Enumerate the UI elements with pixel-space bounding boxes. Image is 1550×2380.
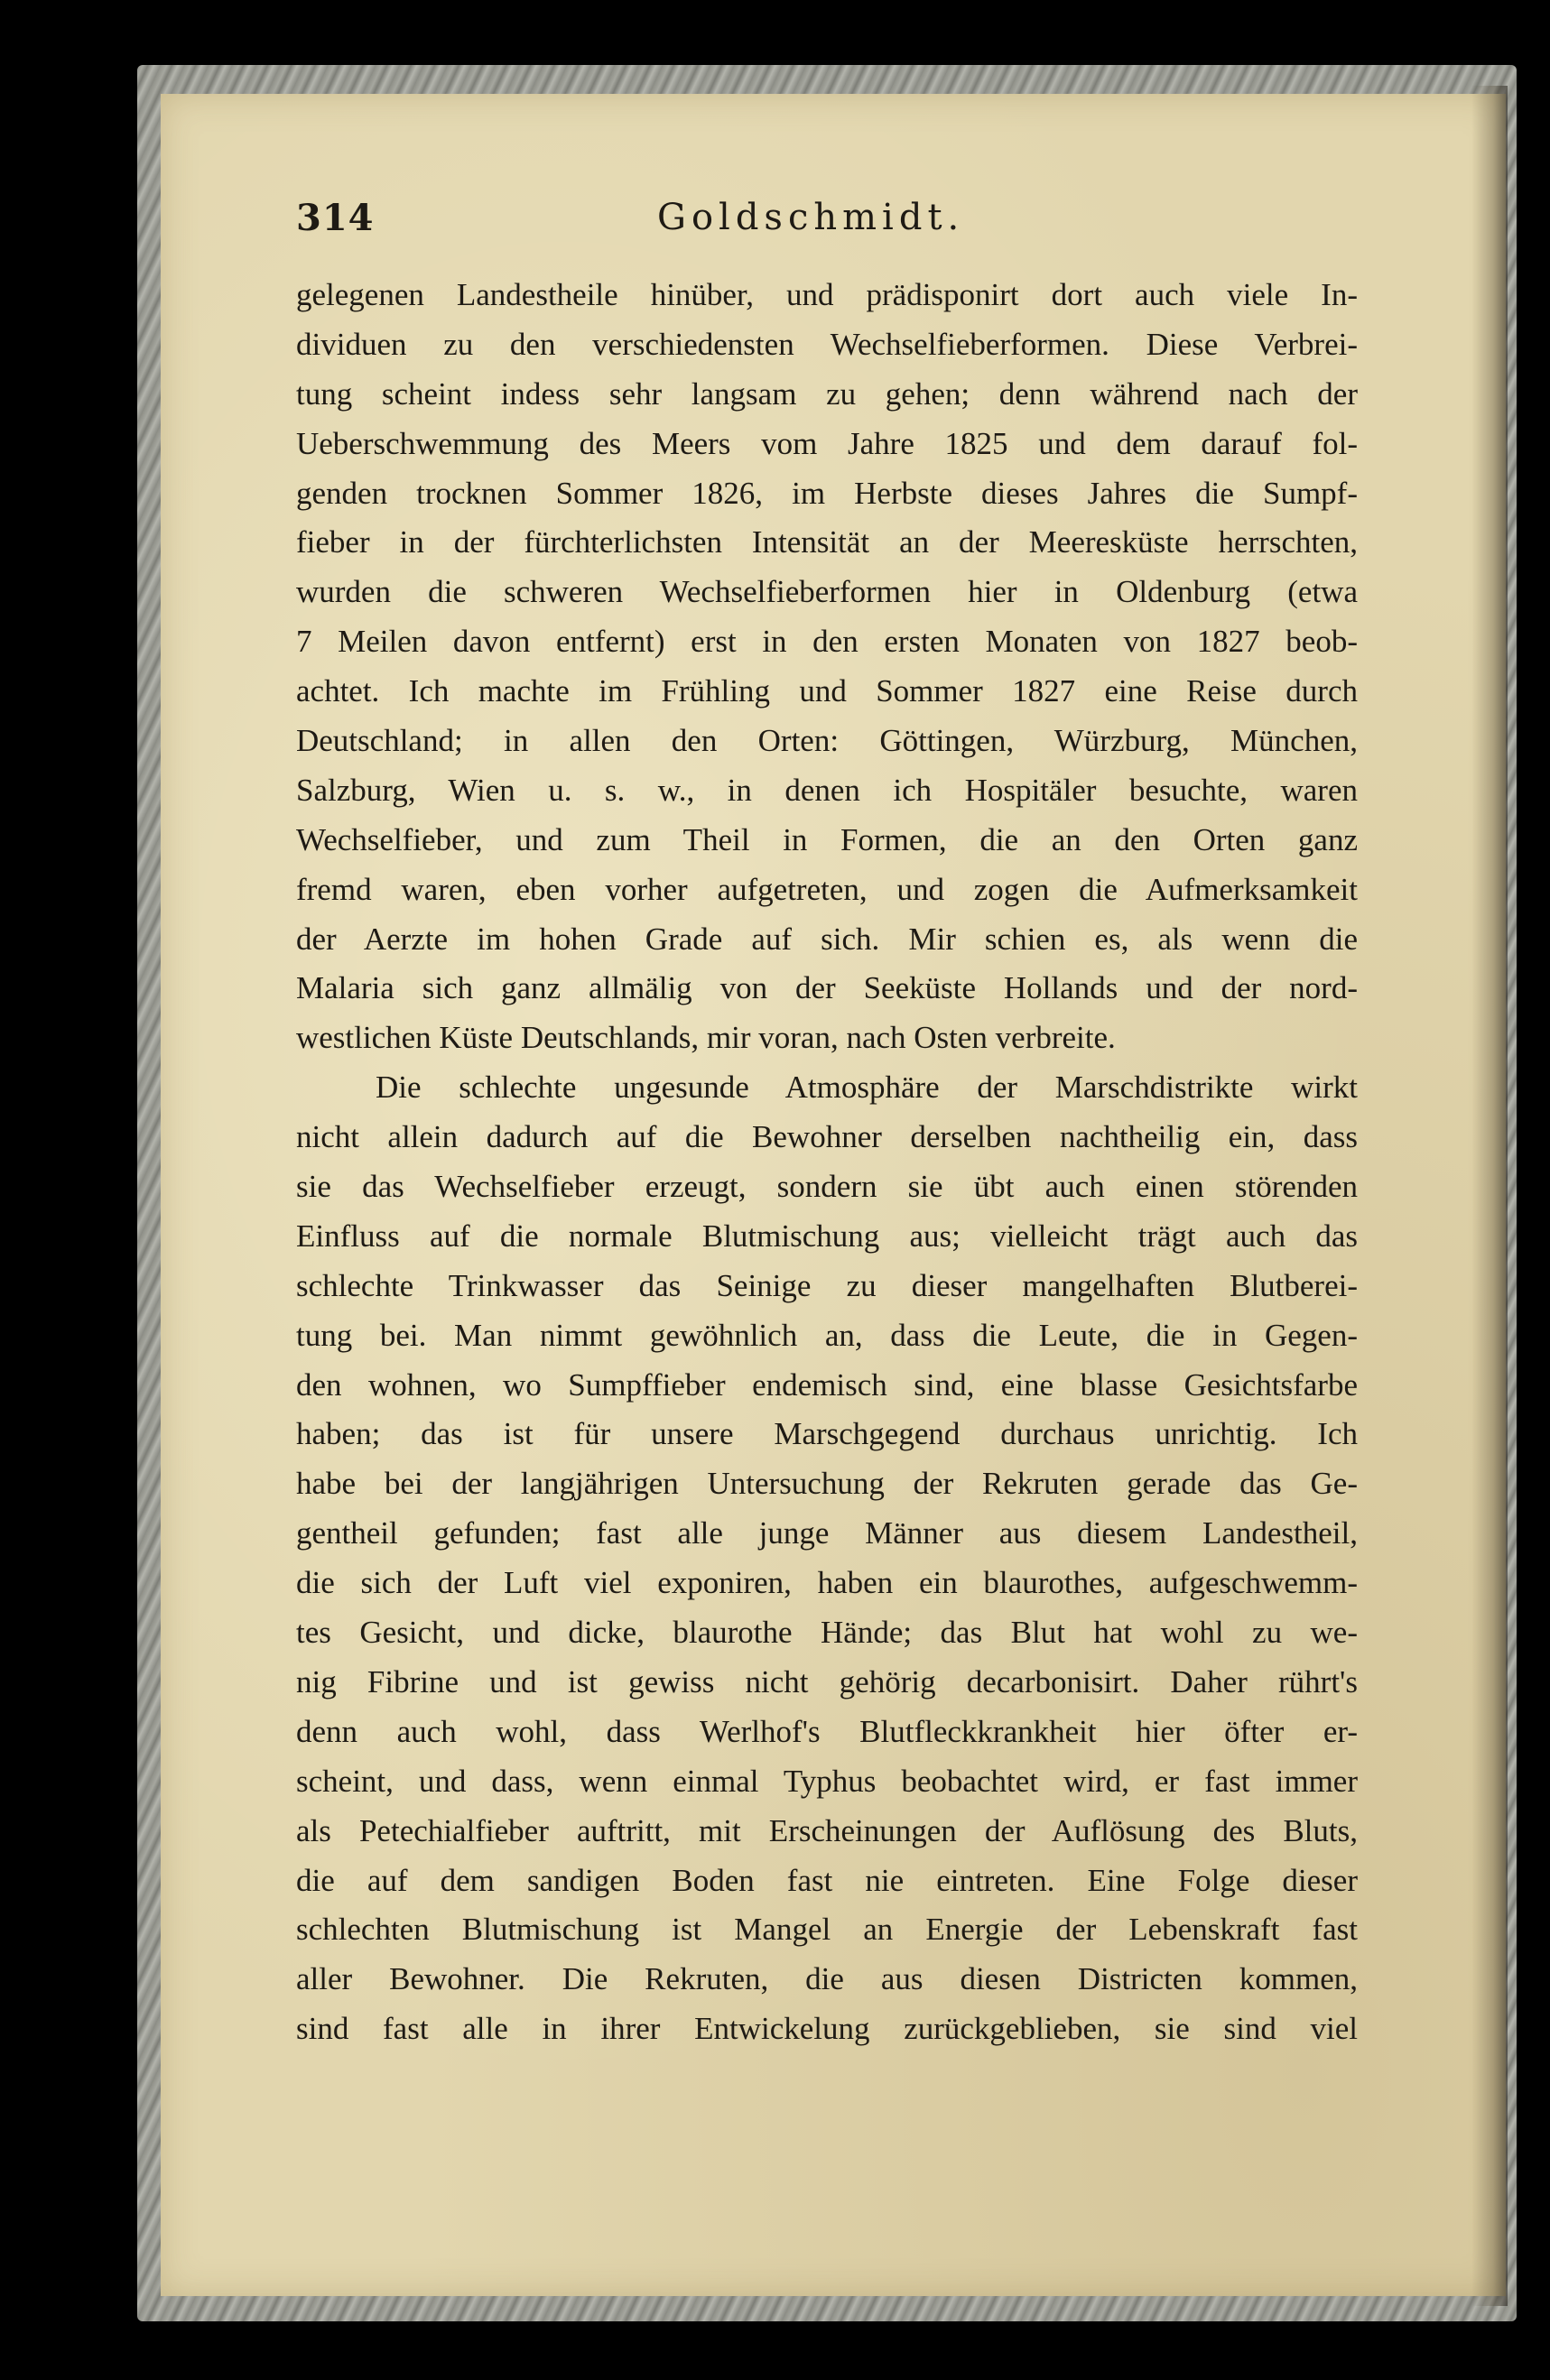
text-line: tung scheint indess sehr langsam zu gehen; denn während nach der — [296, 375, 1358, 412]
text-line: sie das Wechselfieber erzeugt, sondern sie übt auch einen störenden — [296, 1169, 1358, 1205]
text-line: denn auch wohl, dass Werlhof's Blutfleckkrankheit hier öfter er- — [296, 1713, 1358, 1749]
text-line: dividuen zu den verschiedensten Wechselfieberformen. Diese Verbrei- — [296, 326, 1358, 362]
text-line: Ueberschwemmung des Meers vom Jahre 1825 und dem darauf fol- — [296, 425, 1358, 461]
text-line: die auf dem sandigen Boden fast nie eintreten. Eine Folge dieser — [296, 1862, 1358, 1898]
text-line: nicht allein dadurch auf die Bewohner derselben nachtheilig ein, dass — [296, 1119, 1358, 1155]
text-line: gelegenen Landestheile hinüber, und prädisponirt dort auch viele In- — [296, 277, 1358, 312]
text-line: Malaria sich ganz allmälig von der Seeküste Hollands und der nord- — [296, 970, 1358, 1006]
text-line: schlechte Trinkwasser das Seinige zu dieser mangelhaften Blutberei- — [296, 1267, 1358, 1303]
text-line: tes Gesicht, und dicke, blaurothe Hände; das Blut hat wohl zu we- — [296, 1615, 1358, 1651]
text-line: als Petechialfieber auftritt, mit Erscheinungen der Auflösung des Bluts, — [296, 1812, 1358, 1848]
paragraph — [296, 1063, 1358, 2054]
text-line: scheint, und dass, wenn einmal Typhus beobachtet wird, er fast immer — [296, 1763, 1358, 1799]
text-line: der Aerzte im hohen Grade auf sich. Mir schien es, als wenn die — [296, 921, 1358, 957]
text-line: haben; das ist für unsere Marschgegend durchaus unrichtig. Ich — [296, 1416, 1358, 1452]
text-line: fremd waren, eben vorher aufgetreten, und zogen die Aufmerksamkeit — [296, 871, 1358, 907]
paragraph — [296, 271, 1358, 1063]
text-line: Salzburg, Wien u. s. w., in denen ich Hospitäler besuchte, waren — [296, 772, 1358, 808]
text-line: achtet. Ich machte im Frühling und Sommer 1827 eine Reise durch — [296, 673, 1358, 709]
text-line: westlichen Küste Deutschlands, mir voran, nach Osten verbreite. — [296, 1020, 1116, 1056]
text-line: die sich der Luft viel exponiren, haben ein blaurothes, aufgeschwemm- — [296, 1565, 1358, 1601]
text-line: schlechten Blutmischung ist Mangel an Energie der Lebenskraft fast — [296, 1912, 1358, 1948]
text-line: den wohnen, wo Sumpffieber endemisch sind, eine blasse Gesichtsfarbe — [296, 1366, 1358, 1403]
text-line: Die schlechte ungesunde Atmosphäre der Marschdistrikte wirkt — [376, 1070, 1358, 1106]
text-line: tung bei. Man nimmt gewöhnlich an, dass die Leute, die in Gegen- — [296, 1317, 1358, 1353]
text-line: Wechselfieber, und zum Theil in Formen, die an den Orten ganz — [296, 821, 1358, 857]
text-line: habe bei der langjährigen Untersuchung der Rekruten gerade das Ge- — [296, 1466, 1358, 1502]
page-number: 314 — [296, 197, 375, 239]
running-head: Goldschmidt. — [657, 197, 965, 238]
text-line: genden trocknen Sommer 1826, im Herbste dieses Jahres die Sumpf- — [296, 475, 1358, 511]
text-line: fieber in der fürchterlichsten Intensität an der Meeresküste herrschten, — [296, 524, 1358, 560]
text-line: aller Bewohner. Die Rekruten, die aus diesen Districten kommen, — [296, 1961, 1358, 1997]
text-line: wurden die schweren Wechselfieberformen hier in Oldenburg (etwa — [296, 574, 1358, 610]
body-text — [296, 271, 1358, 2054]
text-line: gentheil gefunden; fast alle junge Männer aus diesem Landestheil, — [296, 1515, 1358, 1551]
page-gutter-shadow — [1471, 86, 1508, 2306]
text-line: sind fast alle in ihrer Entwickelung zurückgeblieben, sie sind viel — [296, 2011, 1358, 2047]
text-line: 7 Meilen davon entfernt) erst in den ersten Monaten von 1827 beob- — [296, 624, 1358, 660]
text-line: Deutschland; in allen den Orten: Göttingen, Würzburg, München, — [296, 723, 1358, 759]
page-header — [296, 197, 1361, 251]
text-line: nig Fibrine und ist gewiss nicht gehörig decarbonisirt. Daher rührt's — [296, 1663, 1358, 1699]
text-line: Einfluss auf die normale Blutmischung aus; vielleicht trägt auch das — [296, 1218, 1358, 1254]
